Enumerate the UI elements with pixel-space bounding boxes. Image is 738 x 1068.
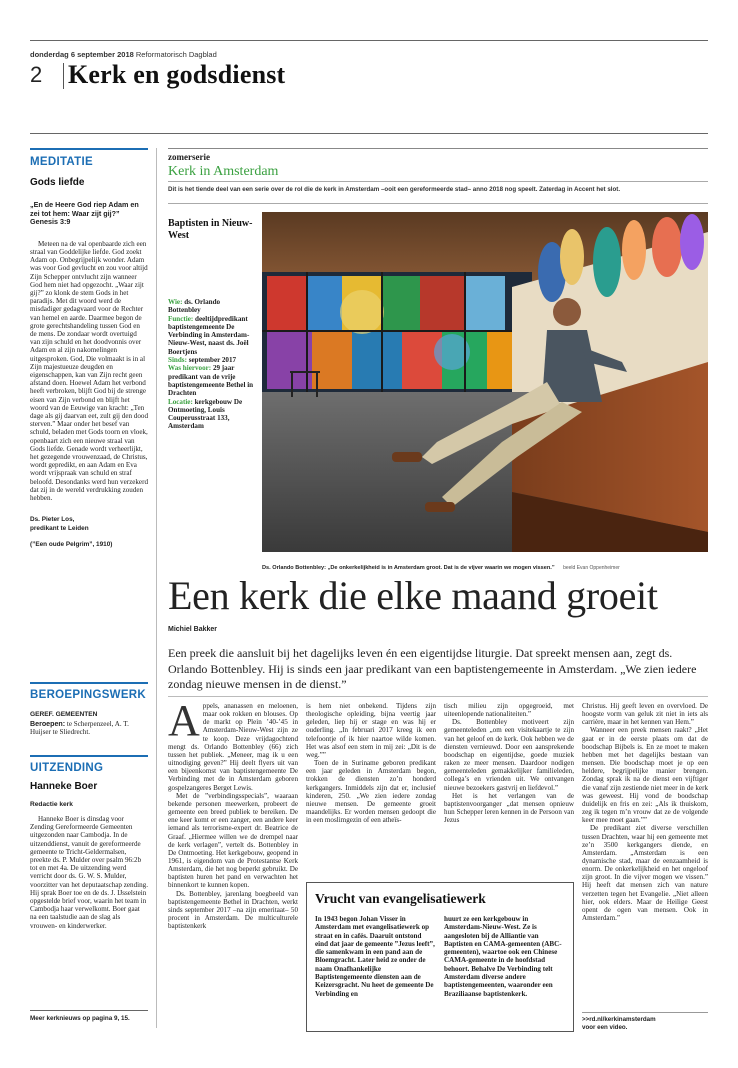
sidebar-box-title: Vrucht van evangelisatiewerk <box>315 891 486 906</box>
beroepingswerk-label: BEROEPINGSWERK <box>30 689 147 701</box>
article-footer-link[interactable] <box>582 1016 656 1031</box>
photo-credit: beeld Evan Oppenheimer <box>563 565 620 571</box>
meditatie-author: Ds. Pieter Los, <box>30 516 75 524</box>
meditatie-quote: „En de Heere God riep Adam en zei tot hem: Waar zijt gij?” Genesis 3:9 <box>30 200 139 227</box>
infobox-row-was <box>168 364 254 397</box>
header-top-rule <box>30 40 708 41</box>
infobox-value-locatie: kerkgebouw De Ontmoeting, Louis Couperusstraat 133, Amsterdam <box>168 397 243 431</box>
uitzending-text: Hanneke Boer is dinsdag voor Zending Gereformeerde Gemeenten uitgezonden naar Cambodja. In de uitzenddienst, vanuit de gereformeerde gemeente te Tricht-Geldermalsen, preekte ds. P. Mulder over psalm 96:2b tot en met 4a. De uitzending werd verricht door ds. G. W. S. Mulder, voorzitter van het deputaatschap zending. Hij sprak Boer toe en de ds. J. IJsselstein opgestelde brief voor, waarin het team in Cambodja haar verwelkomt. Boer gaat na een taalstudie aan de slag als vrouwen- en kinderwerker. <box>30 815 148 930</box>
article-col1-p2: Met de ”verbindingsspecials”, waaraan bekende personen meewerken, probeert de gemeente een breed publiek te bereiken. De ene keer komt er een zanger, een andere keer iemand als terrorisme-expert dr. Beatrice de Graaf. „Hiermee willen we de drempel naar de kerk verlagen”, vertelt ds. Bottenbley in De Ontmoeting. Het kerkgebouw, geopend in 1961, is eigendom van de Protestantse Kerk Amsterdam, die het nog beperkt gebruikt. De baptisten huren het pand en verwachten het binnenkort te kunnen kopen. <box>168 791 298 890</box>
article-column-3 <box>444 702 574 867</box>
meditatie-author-role: predikant te Leiden <box>30 525 89 533</box>
lead-rule <box>168 696 708 697</box>
photo-caption: Ds. Orlando Bottenbley: „De onkerkelijkheid is in Amsterdam groot. Dat is de vijver waarin we mogen vissen.” <box>262 565 555 571</box>
photo-illustration <box>262 212 708 552</box>
article-column-4 <box>582 702 708 1008</box>
uitzending-byline: Redactie kerk <box>30 801 73 808</box>
infobox-row-sinds <box>168 356 254 364</box>
series-intro: Dit is het tiende deel van een serie over de rol die de kerk in Amsterdam –ooit een gereformeerde stad– anno 2018 nog speelt. Zaterdag in Accent het slot. <box>168 186 621 193</box>
article-dropcap: A <box>168 702 200 745</box>
beroepingswerk-block <box>30 682 148 736</box>
sidebar-box-columns <box>315 915 565 998</box>
meditatie-source: (”Een oude Pelgrim”, 1910) <box>30 541 113 549</box>
article-col2-p2: Toen de in Suriname geboren predikant een jaar geleden in Amsterdam begon, trokken de diensten zo’n honderd kerkgangers. Inmiddels zijn dat er, inclusief kinderen, 250. „We zien iedere zondag nieuwe mensen. De gemeente groeit maandelijks. Er worden mensen gedoopt die in een moslimgezin of een atheïs- <box>306 759 436 825</box>
article-col4-p3: De predikant ziet diverse verschillen tussen Drachten, waar hij een gemeente met ze’n 3500 kerkgangers diende, en Amsterdam. „Amsterdam is een dynamische stad, maar de eenzaamheid is enorm. De onkerkelijkheid en het ongeloof zijn groot. In die vijver mogen we vissen.” Hij heeft dat mensen zich van nature verzetten tegen het Evangelie. „Niet alleen hier, ook elders. Maar de Heilige Geest opent de ogen van mensen. Ook in Amsterdam.” <box>582 824 708 923</box>
beroepingswerk-text <box>30 720 148 736</box>
article-col3-p3: Het is het verlangen van de baptistenvoorganger „dat mensen opnieuw hun Schepper leren kennen in de Persoon van Jezus <box>444 791 574 825</box>
header-bottom-rule <box>30 133 708 134</box>
page-number: 2 <box>30 62 43 87</box>
header-divider <box>63 63 64 89</box>
beroepingswerk-rule <box>30 682 148 684</box>
article-column-1 <box>168 702 298 1032</box>
infobox-label-locatie: Locatie: <box>168 397 193 406</box>
series-top-rule <box>168 148 708 149</box>
sidebar-box-right: huurt ze een kerkgebouw in Amsterdam-Nieuw-West. Ze is aangesloten bij de Alliantie van Baptisten en CAMA-gemeenten (ABC-gemeenten), waartoe ook een Chinese CAMA-gemeente in de hoofdstad behoort. Behalve De Verbinding telt Amsterdam diverse andere baptistengemeenten, waaronder een Braziliaanse baptistenkerk. <box>444 915 562 998</box>
meditatie-rule <box>30 148 148 150</box>
infobox-title: Baptisten in Nieuw-West <box>168 218 253 241</box>
meditatie-block <box>30 148 148 548</box>
infobox-value-functie: deeltijdpredikant baptistengemeente De Verbinding in Amsterdam-Nieuw-West, naast ds. Joël Boertjens <box>168 314 250 356</box>
beroepingswerk-text-body: te Scherpenzeel, A. T. Huijser te Sliedrecht. <box>30 720 129 737</box>
header-date-line <box>30 50 217 59</box>
beroepingswerk-denomination: GEREF. GEMEENTEN <box>30 711 98 718</box>
infobox-row-locatie <box>168 398 254 431</box>
infobox <box>168 218 254 431</box>
article-lead: Een preek die aansluit bij het dagelijks leven én een eigentijdse liturgie. Dat spreekt mensen aan, zegt ds. Orlando Bottenbley. Hij is sinds een jaar predikant van een baptistengemeente in Amsterdam. „We zien iedere zondag nieuwe mensen in de dienst.” <box>168 646 697 691</box>
uitzending-rule <box>30 755 148 757</box>
article-byline: Michiel Bakker <box>168 626 218 633</box>
series-bottom-rule <box>168 203 708 204</box>
article-col4-p1: Christus. Hij geeft leven en overvloed. De hoogste vorm van geluk zit niet in iets als carrière, maar in het kennen van Hem.” <box>582 702 708 727</box>
article-col3-p1: tisch milieu zijn opgegroeid, met uiteenlopende nationaliteiten.” <box>444 702 574 719</box>
footer-left-note: Meer kerknieuws op pagina 9, 15. <box>30 1015 130 1022</box>
series-mid-rule <box>168 181 708 182</box>
article-headline: Een kerk die elke maand groeit <box>168 573 658 618</box>
section-title: Kerk en godsdienst <box>68 60 286 89</box>
sidebar-box-left: In 1943 begon Johan Visser in Amsterdam met evangelisatiewerk op straat en in cafés. Daaruit ontstond eind dat jaar de gemeente ”Jezus leeft”, die samenkwam in een pand aan de Bloemgracht. Later heid ze onder de naam Onafhankelijke Baptistengemeente diensten aan de Keizersgracht. Nu heet de gemeente De Verbinding en <box>315 915 435 998</box>
article-column-2 <box>306 702 436 867</box>
beroepingswerk-text-bold: Beroepen: <box>30 720 66 728</box>
infobox-label-wie: Wie: <box>168 298 183 306</box>
series-kicker: zomerserie <box>168 152 210 162</box>
infobox-rows <box>168 298 254 431</box>
infobox-value-sinds: september 2017 <box>188 356 237 365</box>
footer-left-rule <box>30 1010 148 1011</box>
article-col1-p3: Ds. Bottenbley, jarenlang boegbeeld van baptistengemeente Bethel in Drachten, werkt sinds september 2017 –na zijn emeritaat– 50 procent in Amsterdam. De multiculturele baptistenkerk <box>168 889 298 931</box>
left-column-divider <box>156 148 157 1028</box>
article-col3-p2: Ds. Bottenbley motiveert zijn gemeenteleden „om een visitekaartje te zijn van het geloof en de kerk. Ook hebben we de diensten vernieuwd. Door een aansprekende boodschap en eigentijdse, goede muziek raken ze meer mensen. Daardoor nodigen gemeenteleden gemakkelijker familieleden, collega’s en vrienden uit. We ontvangen nieuwe bezoekers gastvrij en liefdevol.” <box>444 718 574 792</box>
article-photo <box>262 212 708 552</box>
infobox-value-was: 29 jaar predikant van de vrije baptistengemeente Bethel in Drachten <box>168 364 254 398</box>
infobox-row-functie <box>168 315 254 356</box>
series-title: Kerk in Amsterdam <box>168 164 279 179</box>
article-footer-url-note: voor een video. <box>582 1023 628 1031</box>
header-date: donderdag 6 september 2018 <box>30 50 134 59</box>
article-col1-p1: ppels, ananassen en meloenen, maar ook rokken en blouses. Op de markt op Plein ’40-’45 in Amsterdam-Nieuw-West zijn ze te koop. Deze vrijdagochtend mengt ds. Orlando Bottenbley (66) zich tussen het publiek. „Meneer, mag ik u een uitnodiging geven?” Hij deelt flyers uit van een bijeenkomst van baptistengemeente De Verbinding met de in Amsterdam geboren gospelzangeres Berget Lewis. <box>168 702 298 792</box>
meditatie-label: MEDITATIE <box>30 156 93 168</box>
sidebar-box <box>306 882 574 1032</box>
header-paper: Reformatorisch Dagblad <box>135 50 217 59</box>
uitzending-label: UITZENDING <box>30 762 104 774</box>
article-col4-p2: Wanneer een preek mensen raakt? „Het gaat er in de eerste plaats om dat de boodschap Bijbels is. En ze moet te maken hebben met het dagelijks bestaan van mensen. Die boodschap moet je op een heldere, begrijpelijke manier brengen. Zondag sprak ik na de dienst een vijftiger die vanaf zijn zestiende niet meer in de kerk was geweest. Hij vond de boodschap duidelijk en fris en zei: „Als ik thuiskom, zeg ik tegen m’n vrouw dat ze de volgende keer mee moet gaan.”” <box>582 726 708 825</box>
article-col2-p1: is hem niet onbekend. Tijdens zijn theologische opleiding, bijna veertig jaar geleden, liep hij er stage en was hij er ouderling. „In februari 2017 kreeg ik een telefoontje of ik hier naartoe wilde komen. Het was alsof een stem in mij zei: „Dit is de weg.”” <box>306 702 436 759</box>
uitzending-block <box>30 755 148 930</box>
meditatie-title: Gods liefde <box>30 177 85 188</box>
footer-link-rule <box>582 1012 708 1013</box>
infobox-value-wie: ds. Orlando Bottenbley <box>168 298 221 315</box>
infobox-label-sinds: Sinds: <box>168 356 187 365</box>
article-footer-url[interactable]: >>rd.nl/kerkinamsterdam <box>582 1016 656 1023</box>
infobox-label-functie: Functie: <box>168 314 194 323</box>
uitzending-title: Hanneke Boer <box>30 781 98 792</box>
meditatie-text: Meteen na de val openbaarde zich een straal van Goddelijke liefde. God zoekt Adam op. Onbegrijpelijk wonder. Adam was voor God gevlucht en zou voor altijd Zijn Schepper ontvlucht zijn wanneer God hem niet had opgezocht. „Waar zijt gij?” zo klonk de stem Gods in het paradijs. Met dit woord werd de misdadiger gedagvaard voor de Rechter van hemel en aarde. Daarmee begon de grote gerechtshandeling tussen God en de mens. De zondaar wordt overtuigd van zijn schuld en het doodvonnis over Adam en al zijn nakomelingen uitgesproken. God, Die volmaakt is in al Zijn majestueuze deugden en eigenschappen, kan van Zijn recht geen afstand doen. Hoewel Adam het verbond heeft verbroken, blijft God bij de strenge eisen van Zijn verbond en blijft het woord van de Eeuwige van kracht: „Ten dage als gij daarvan eet, zult gij den dood sterven.” Maar onder het besef van schuld, beladen met Gods toorn en vloek, openbaart zich een nieuwe straal van Gods liefde. Genade wordt verheerlijkt, het gezegende vrouwenzaad, de Christus, wordt gepredikt, en aan Adam en Eva wordt vrijspraak van schuld en straf beloofd. Desondanks werd hun verzekerd dat zij in de wereld verdrukking zouden hebben. <box>30 239 148 503</box>
infobox-row-wie <box>168 298 254 315</box>
infobox-label-was: Was hiervoor: <box>168 364 212 373</box>
